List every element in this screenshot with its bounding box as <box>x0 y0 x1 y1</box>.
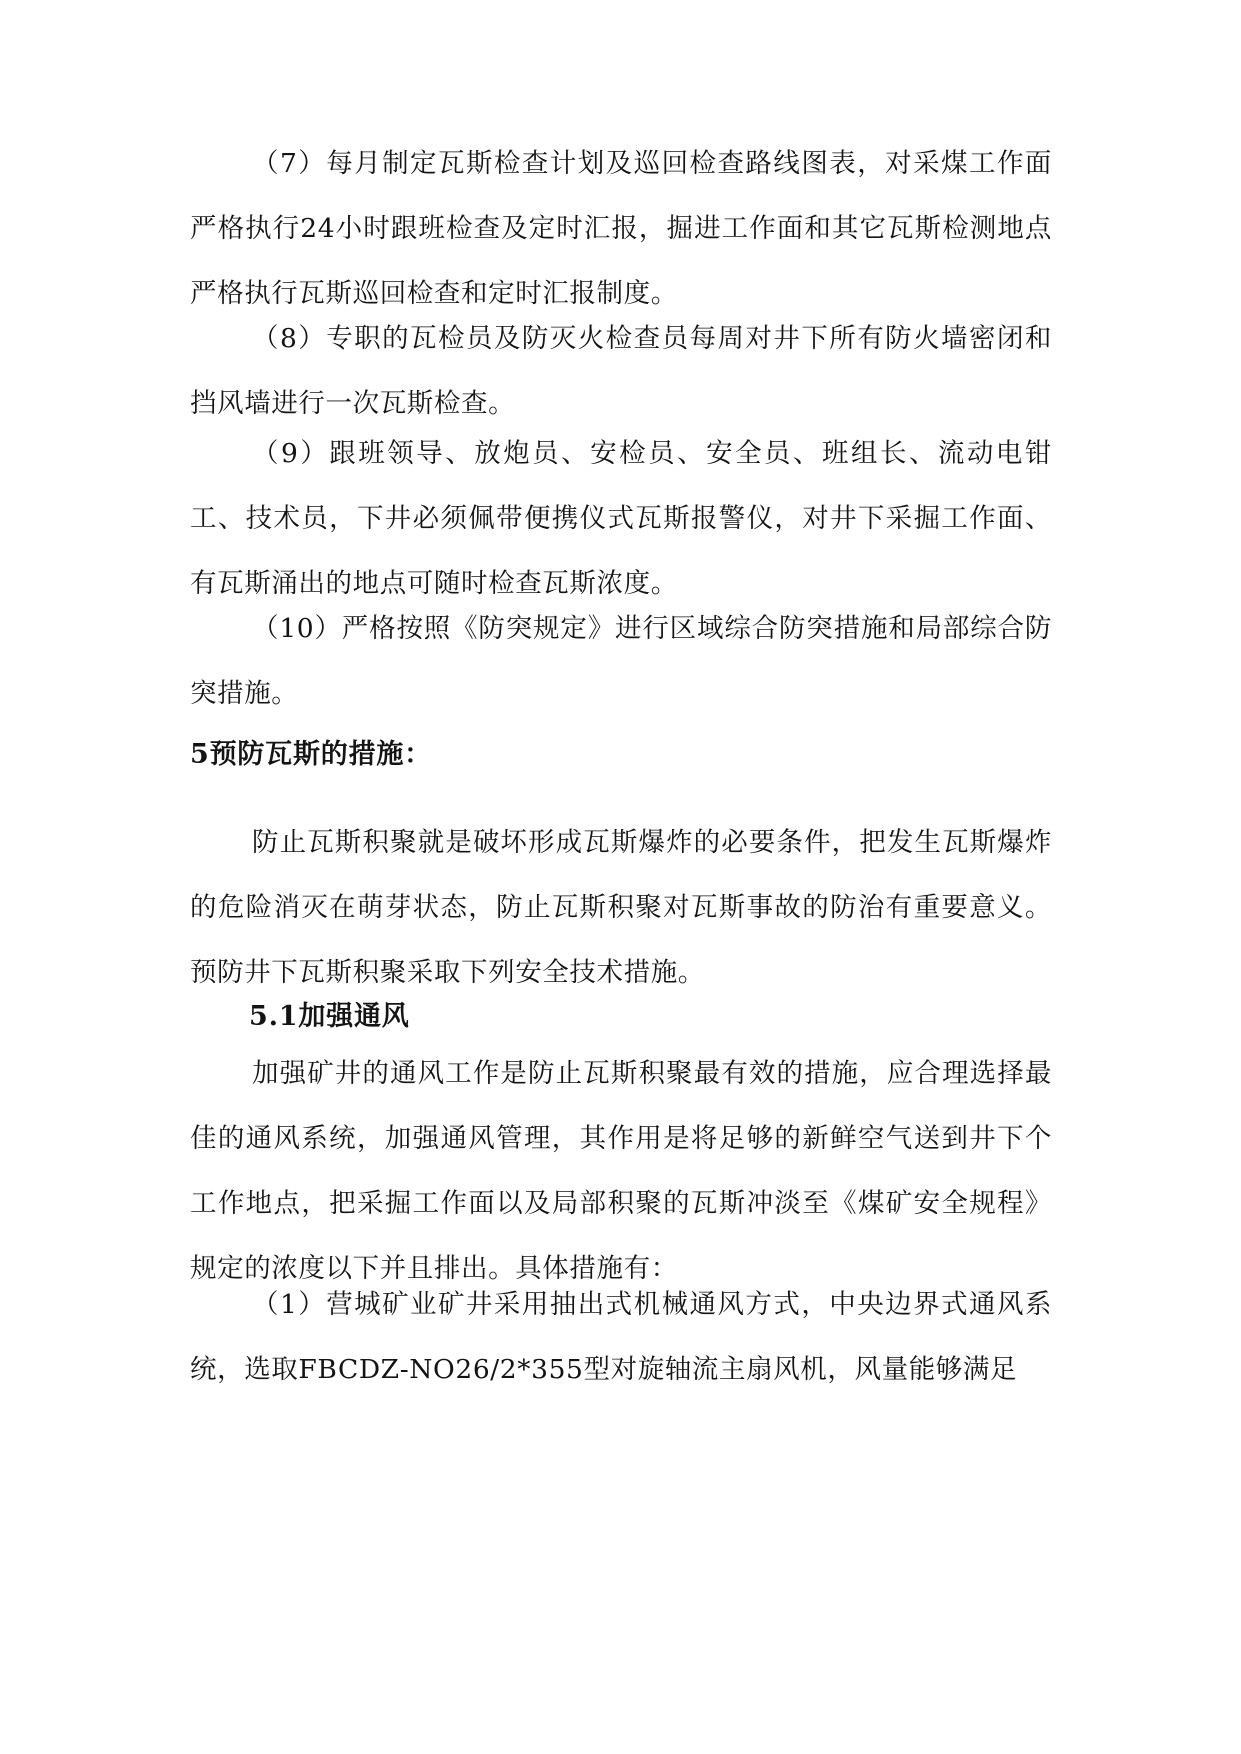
paragraph-item-9: （9）跟班领导、放炮员、安检员、安全员、班组长、流动电钳工、技术员，下井必须佩带便携仪式瓦斯报警仪，对井下采掘工作面、有瓦斯涌出的地点可随时检查瓦斯浓度。 <box>190 438 1052 599</box>
paragraph-item-10: （10）严格按照《防突规定》进行区域综合防突措施和局部综合防突措施。 <box>190 613 1052 709</box>
paragraph-item-7: （7）每月制定瓦斯检查计划及巡回检查路线图表，对采煤工作面严格执行24小时跟班检查及定时汇报，掘进工作面和其它瓦斯检测地点严格执行瓦斯巡回检查和定时汇报制度。 <box>190 148 1052 309</box>
subsection-heading: 5.1加强通风 <box>249 1001 410 1032</box>
paragraph-item-1: （1）营城矿业矿井采用抽出式机械通风方式，中央边界式通风系统，选取FBCDZ-NO26/2*355型对旋轴流主扇风机，风量能够满足 <box>190 1289 1052 1385</box>
section-intro-paragraph: 防止瓦斯积聚就是破坏形成瓦斯爆炸的必要条件，把发生瓦斯爆炸的危险消灭在萌芽状态，防止瓦斯积聚对瓦斯事故的防治有重要意义。预防井下瓦斯积聚采取下列安全技术措施。 <box>190 827 1052 988</box>
paragraph-item-8: （8）专职的瓦检员及防灭火检查员每周对井下所有防火墙密闭和挡风墙进行一次瓦斯检查。 <box>190 323 1052 419</box>
section-heading: 5预防瓦斯的措施： <box>190 739 432 770</box>
subsection-body-paragraph: 加强矿井的通风工作是防止瓦斯积聚最有效的措施，应合理选择最佳的通风系统，加强通风管理，其作用是将足够的新鲜空气送到井下个工作地点，把采掘工作面以及局部积聚的瓦斯冲淡至《煤矿安全规程》规定的浓度以下并且排出。具体措施有： <box>190 1058 1052 1284</box>
